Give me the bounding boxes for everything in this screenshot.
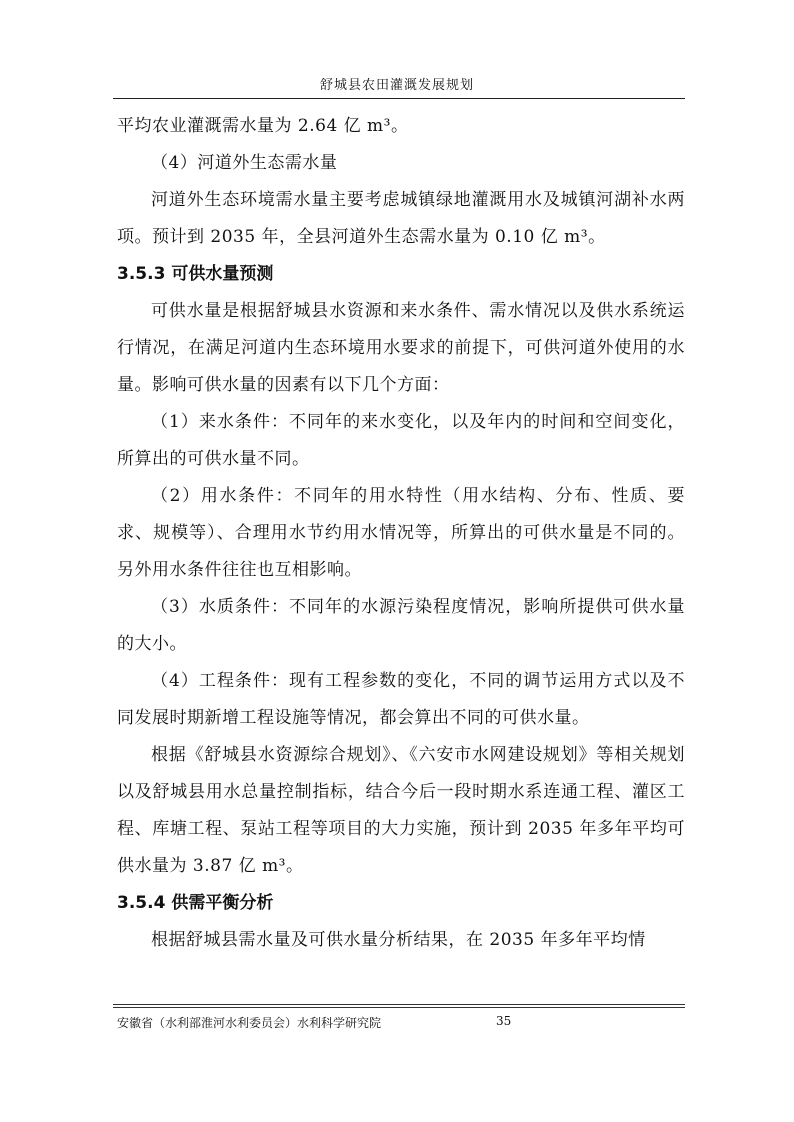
paragraph-inflow-conditions: （1）来水条件：不同年的来水变化，以及年内的时间和空间变化，所算出的可供水量不同。 [117,412,685,469]
footer-divider-bottom [113,1007,685,1008]
section-heading-3-5-3: 3.5.3 可供水量预测 [117,264,274,284]
section-heading-3-5-4: 3.5.4 供需平衡分析 [117,893,274,913]
paragraph-water-use-conditions: （2）用水条件：不同年的用水特性（用水结构、分布、性质、要求、规模等）、合理用水节约用水情况等，所算出的可供水量是不同的。另外用水条件往往也互相影响。 [117,486,685,580]
subheading-ecological-demand: （4）河道外生态需水量 [151,153,338,173]
header-divider [113,98,685,99]
document-body [117,108,685,959]
page-header-title: 舒城县农田灌溉发展规划 [319,78,474,93]
paragraph-engineering-conditions: （4）工程条件：现有工程参数的变化，不同的调节运用方式以及不同发展时期新增工程设施等情况，都会算出不同的可供水量。 [117,671,685,728]
footer-organization: 安徽省（水利部淮河水利委员会）水利科学研究院 [117,1016,382,1030]
page-number: 35 [496,1014,512,1028]
paragraph-irrigation-demand: 平均农业灌溉需水量为 2.64 亿 m³。 [117,116,409,136]
paragraph-supply-definition: 可供水量是根据舒城县水资源和来水条件、需水情况以及供水系统运行情况，在满足河道内生态环境用水要求的前提下，可供河道外使用的水量。影响可供水量的因素有以下几个方面： [117,301,685,395]
paragraph-water-quality-conditions: （3）水质条件：不同年的水源污染程度情况，影响所提供可供水量的大小。 [117,597,685,654]
paragraph-balance-analysis: 根据舒城县需水量及可供水量分析结果，在 2035 年多年平均情 [151,930,646,950]
footer-divider-top [113,1004,685,1005]
paragraph-ecological-demand: 河道外生态环境需水量主要考虑城镇绿地灌溉用水及城镇河湖补水两项。预计到 2035 年，全县河道外生态需水量为 0.10 亿 m³。 [117,190,685,247]
paragraph-supply-forecast: 根据《舒城县水资源综合规划》、《六安市水网建设规划》等相关规划以及舒城县用水总量控制指标，结合今后一段时期水系连通工程、灌区工程、库塘工程、泵站工程等项目的大力实施，预计到 2035 年多年平均可供水量为 3.87 亿 m³。 [117,745,685,876]
